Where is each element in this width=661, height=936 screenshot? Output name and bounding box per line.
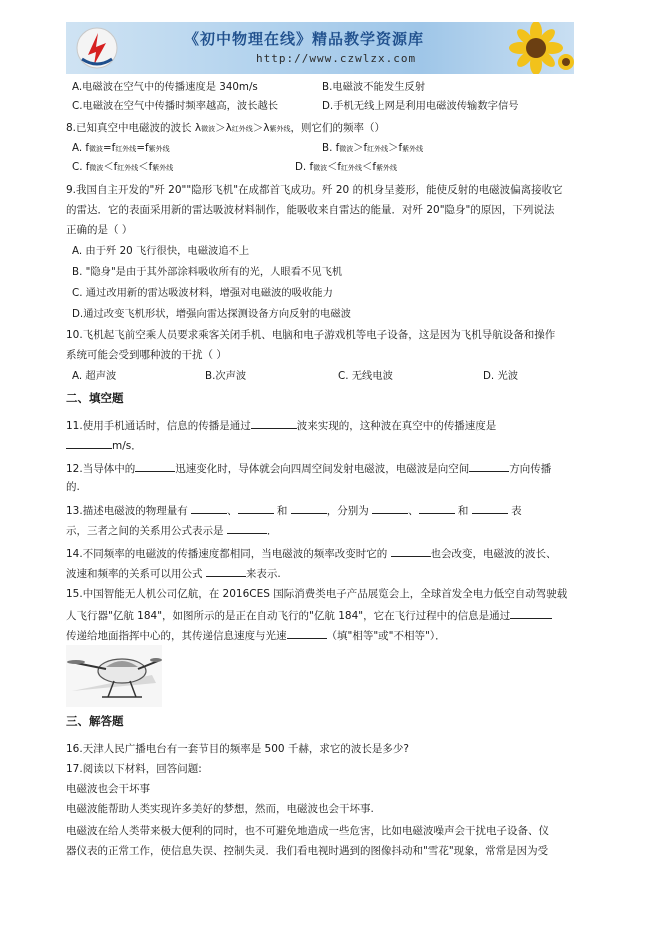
- q17-title: 电磁波也会干坏事: [66, 783, 150, 795]
- q13-blank-2[interactable]: [238, 502, 274, 514]
- q12-blank-1[interactable]: [135, 460, 175, 472]
- q12-line-1: 12.当导体中的 迅速变化时，导体就会向四周空间发射电磁波，电磁波是向空间 方向传播: [66, 460, 551, 476]
- q10-line-2: 系统可能会受到哪种波的干扰（ ）: [66, 349, 227, 361]
- q8-option-b: B. f微波＞f红外线＞f紫外线: [322, 142, 424, 154]
- q17-stem: 17.阅读以下材料，回答问题:: [66, 763, 202, 775]
- q11-blank-2[interactable]: [66, 437, 112, 449]
- q7-option-c: C.电磁波在空气中传播时频率越高，波长越长: [72, 100, 279, 112]
- q7-option-b: B.电磁波不能发生反射: [322, 81, 426, 93]
- q8-option-d: D. f微波＜f红外线＜f紫外线: [295, 161, 397, 173]
- q9-line-3: 正确的是（ ）: [66, 224, 133, 236]
- q17-paragraph-2b: 器仪表的正常工作，使信息失误、控制失灵．我们看电视时遇到的图像抖动和"雪花"现象，常常是因为受: [66, 845, 549, 857]
- header-banner: [66, 22, 574, 74]
- q17-paragraph-2a: 电磁波在给人类带来极大便利的同时，也不可避免地造成一些危害，比如电磁波噪声会干扰电子设备、仪: [66, 825, 549, 837]
- q13-blank-6[interactable]: [472, 502, 508, 514]
- sunflower-icon: [484, 22, 574, 74]
- q14-blank-1[interactable]: [391, 545, 431, 557]
- q15-line-2: 人飞行器"亿航 184"，如图所示的是正在自动飞行的"亿航 184"，它在飞行过程中的信息是通过: [66, 607, 552, 623]
- q11-line-2: m/s．: [66, 437, 142, 453]
- q17-paragraph-1: 电磁波能帮助人类实现许多美好的梦想，然而，电磁波也会干坏事.: [66, 803, 374, 815]
- q9-option-c: C. 通过改用新的雷达吸波材料，增强对电磁波的吸收能力: [72, 287, 333, 299]
- q14-line-2: 波速和频率的关系可以用公式 来表示.: [66, 565, 281, 581]
- q13-line-2: 示，三者之间的关系用公式表示是 ．: [66, 522, 277, 538]
- q12-line-2: 的.: [66, 481, 80, 493]
- q8-option-a: A. f微波=f红外线=f紫外线: [72, 142, 170, 154]
- section-2-heading: 二、填空题: [66, 391, 124, 405]
- q9-option-d: D.通过改变飞机形状，增强向雷达探测设备方向反射的电磁波: [72, 308, 351, 320]
- q8-stem: 8.已知真空中电磁波的波长 λ微波＞λ红外线＞λ紫外线，则它们的频率（）: [66, 122, 386, 134]
- q7-option-a: A.电磁波在空气中的传播速度是 340m/s: [72, 81, 258, 93]
- q13-blank-7[interactable]: [227, 522, 267, 534]
- q13-blank-1[interactable]: [191, 502, 227, 514]
- banner-url: http://www.czwlzx.com: [256, 52, 417, 65]
- q11-line-1: 11.使用手机通话时，信息的传播是通过 波来实现的，这种波在真空中的传播速度是: [66, 417, 496, 433]
- q9-option-b: B. "隐身"是由于其外部涂料吸收所有的光，人眼看不见飞机: [72, 266, 343, 278]
- q14-blank-2[interactable]: [206, 565, 246, 577]
- lightning-logo-icon: [74, 25, 120, 71]
- q9-option-a: A. 由于歼 20 飞行很快，电磁波追不上: [72, 245, 250, 257]
- q16-text: 16.天津人民广播电台有一套节目的频率是 500 千赫，求它的波长是多少?: [66, 743, 409, 755]
- q13-blank-3[interactable]: [291, 502, 327, 514]
- q9-line-1: 9.我国自主开发的"歼 20""隐形飞机"在成都首飞成功。歼 20 的机身呈菱形，能使反射的电磁波偏离接收它: [66, 184, 563, 196]
- q13-line-1: 13.描述电磁波的物理量有 、 和 ，分别为 、 和 表: [66, 502, 522, 518]
- drone-image-icon: [66, 645, 162, 707]
- q15-line-3: 传递给地面指挥中心的，其传递信息速度与光速 （填"相等"或"不相等"）．: [66, 627, 446, 643]
- q13-blank-4[interactable]: [372, 502, 408, 514]
- q9-line-2: 的雷达．它的表面采用新的雷达吸波材料制作，能吸收来自雷达的能量．对歼 20"隐身"的原因，下列说法: [66, 204, 555, 216]
- q10-option-b: B.次声波: [205, 370, 247, 382]
- q10-option-a: A. 超声波: [72, 370, 117, 382]
- q13-blank-5[interactable]: [419, 502, 455, 514]
- q14-line-1: 14.不同频率的电磁波的传播速度都相同，当电磁波的频率改变时它的 也会改变，电磁波的波长、: [66, 545, 557, 561]
- q12-blank-2[interactable]: [469, 460, 509, 472]
- banner-title: 《初中物理在线》精品教学资源库: [184, 30, 425, 48]
- q15-blank-1[interactable]: [510, 607, 552, 619]
- q10-option-d: D. 光波: [483, 370, 519, 382]
- q8-option-c: C. f微波＜f红外线＜f紫外线: [72, 161, 174, 173]
- q15-blank-2[interactable]: [287, 627, 327, 639]
- section-3-heading: 三、解答题: [66, 714, 124, 728]
- q11-blank-1[interactable]: [251, 417, 297, 429]
- q7-option-d: D.手机无线上网是利用电磁波传输数字信号: [322, 100, 519, 112]
- q10-option-c: C. 无线电波: [338, 370, 393, 382]
- q10-line-1: 10.飞机起飞前空乘人员要求乘客关闭手机、电脑和电子游戏机等电子设备，这是因为飞机导航设备和操作: [66, 329, 556, 341]
- q15-line-1: 15.中国智能无人机公司亿航，在 2016CES 国际消费类电子产品展览会上，全球首发全电力低空自动驾驶载: [66, 588, 568, 600]
